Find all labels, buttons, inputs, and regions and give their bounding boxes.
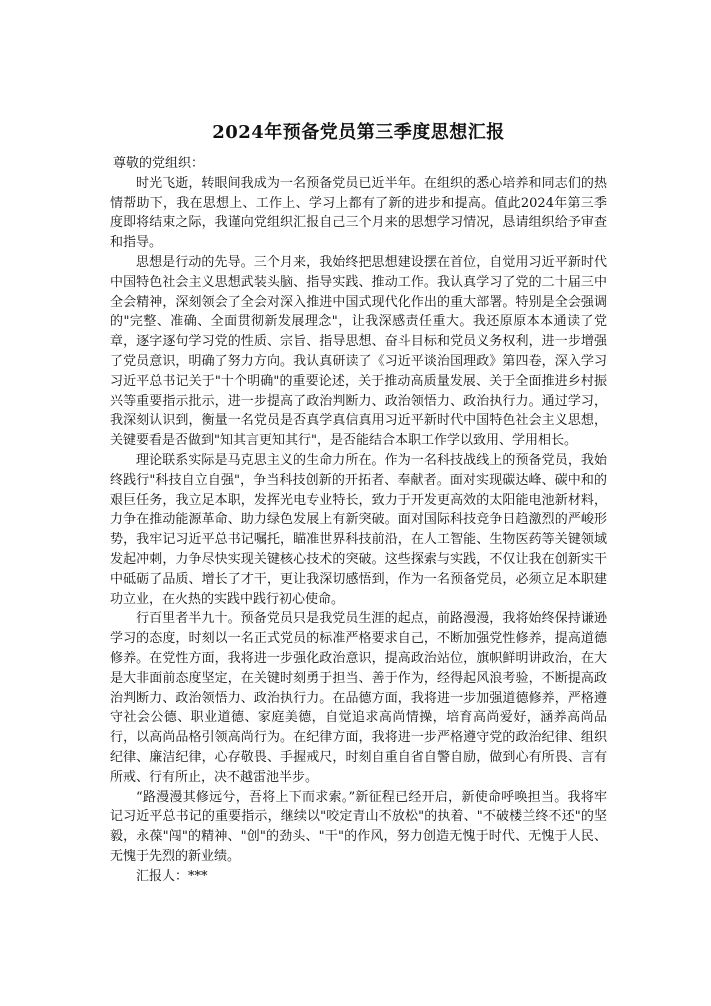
paragraph-plan: 行百里者半九十。预备党员只是我党员生涯的起点，前路漫漫，我将始终保持谦逊学习的态度，时刻以一名正式党员的标准严格要求自己，不断加强党性修养，提高道德修养。在党性方面，我将进一步强化政治意识，提高政治站位，旗帜鲜明讲政治，在大是大非面前态度坚定，在关键时刻勇于担当、善于作为，经得起风浪考验，不断提高政治判断力、政治领悟力、政治执行力。在品德方面，我将进一步加强道德修养，严格遵守社会公德、职业道德、家庭美德，自觉追求高尚情操，培育高尚爱好，涵养高尚品行，以高尚品格引领高尚行为。在纪律方面，我将进一步严格遵守党的政治纪律、组织纪律、廉洁纪律，心存敬畏、手握戒尺，时刻自重自省自警自励，做到心有所畏、言有所戒、行有所止，决不越雷池半步。 <box>110 611 607 785</box>
document-title: 2024年预备党员第三季度思想汇报 <box>212 122 505 143</box>
salutation: 尊敬的党组织： <box>113 156 205 171</box>
paragraph-thought: 思想是行动的先导。三个月来，我始终把思想建设摆在首位，自觉用习近平新时代中国特色社会主义思想武装头脑、指导实践、推动工作。我认真学习了党的二十届三中全会精神，深刻领会了全会对深入推进中国式现代化作出的重大部署。特别是全会强调的"完整、准确、全面贯彻新发展理念"，让我深感责任重大。我还原原本本通读了党章，逐字逐句学习党的性质、宗旨、指导思想、奋斗目标和党员义务权利，进一步增强了党员意识，明确了努力方向。我认真研读了《习近平谈治国理政》第四卷，深入学习习近平总书记关于"十个明确"的重要论述，关于推动高质量发展、关于全面推进乡村振兴等重要指示批示，进一步提高了政治判断力、政治领悟力、政治执行力。通过学习，我深刻认识到，衡量一名党员是否真学真信真用习近平新时代中国特色社会主义思想，关键要看是否做到"知其言更知其行"，是否能结合本职工作学以致用、学用相长。 <box>110 254 607 449</box>
document-page <box>110 118 607 886</box>
paragraph-intro: 时光飞逝，转眼间我成为一名预备党员已近半年。在组织的悉心培养和同志们的热情帮助下，我在思想上、工作上、学习上都有了新的进步和提高。值此2024年第三季度即将结束之际，我谨向党组织汇报自己三个月来的思想学习情况，恳请组织给予审查和指导。 <box>110 175 607 251</box>
signature: 汇报人：*** <box>136 868 208 884</box>
paragraph-practice: 理论联系实际是马克思主义的生命力所在。作为一名科技战线上的预备党员，我始终践行"科技自立自强"，争当科技创新的开拓者、奉献者。面对实现碳达峰、碳中和的艰巨任务，我立足本职，发挥光电专业特长，致力于开发更高效的太阳能电池新材料，力争在推动能源革命、助力绿色发展上有新突破。面对国际科技竞争日趋激烈的严峻形势，我牢记习近平总书记嘱托，瞄准世界科技前沿，在人工智能、生物医药等关键领域发起冲刺，力争尽快实现关键核心技术的突破。这些探索与实践，不仅让我在创新实干中砥砺了品质、增长了才干，更让我深切感悟到，作为一名预备党员，必须立足本职建功立业，在火热的实践中践行初心使命。 <box>110 452 607 607</box>
paragraph-conclusion: “路漫漫其修远兮，吾将上下而求索。”新征程已经开启，新使命呼唤担当。我将牢记习近平总书记的重要指示，继续以"咬定青山不放松"的执着、"不破楼兰终不还"的坚毅，永葆"闯"的精神、"创"的劲头、"干"的作风，努力创造无愧于时代、无愧于人民、无愧于先烈的新业绩。 <box>110 789 607 864</box>
